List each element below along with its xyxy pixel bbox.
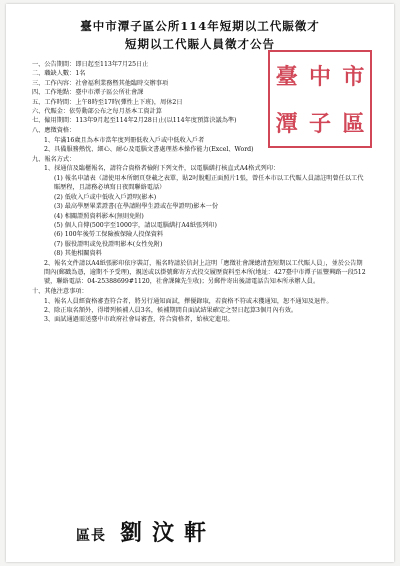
item-job-content <box>32 79 368 88</box>
seal-char: 臺 <box>275 64 298 90</box>
document-item: (2) 低收入戶或中低收入戶證明(影本) <box>54 193 157 201</box>
note-line: 3、面試通過需送臺中市政府社會局審查，符合資格者，始核定進用。 <box>44 316 234 324</box>
item-vacancies <box>32 69 368 78</box>
item-announcement-period <box>32 60 368 69</box>
signature-title: 區長 <box>76 528 106 544</box>
section-registration <box>32 155 368 164</box>
item-value: 臺中市潭子區公所社會課 <box>75 89 144 97</box>
seal-char: 子 <box>308 111 331 137</box>
section-label: 九、報名方式： <box>32 156 76 164</box>
item-value: 113年9月起至114年2月28日止(以114年度預算決議為準) <box>75 117 237 125</box>
announcement-body <box>32 60 368 325</box>
qualification-line: 2、具備服務熱忱、細心、耐心及電腦文書處理基本操作能力(Excel、Word) <box>44 146 254 154</box>
signature-block <box>76 516 326 547</box>
seal-char: 潭 <box>275 111 298 137</box>
item-employment-period <box>32 116 368 125</box>
note-line: 2、除正取名額外，得增列候補人員3名，候補期間自面試結果確定之翌日起算3個月內有效。 <box>44 307 298 315</box>
item-label: 五、工作時間： <box>32 98 76 106</box>
section-label: 十、其他注意事項： <box>32 288 88 296</box>
item-value: 社會福利業務暨其他臨時交辦事項 <box>75 79 169 87</box>
seal-char: 區 <box>342 111 365 137</box>
section-notes <box>32 287 368 296</box>
item-label: 四、工作地點： <box>32 89 76 97</box>
document-item: (7) 服役證明或免役證明影本(女性免附) <box>54 240 163 248</box>
document-item: (6) 100年後勞工保險被保險人投保資料 <box>54 231 164 239</box>
document-item: (3) 最高學歷畢業證書(在學請附學生證或在學證明)影本一份 <box>54 203 219 211</box>
seal-char: 市 <box>342 64 365 90</box>
seal-char: 中 <box>308 64 331 90</box>
section-label: 八、應徵資格： <box>32 127 76 135</box>
item-work-location <box>32 88 368 97</box>
registration-paragraph: 1、採通信及臨櫃報名，請符合資格者檢附下列文件，以電腦繕打核直式A4格式列印： <box>44 165 280 173</box>
section-qualifications <box>32 126 368 135</box>
document-item: (1) 報名申請表（請使用本所網頁登載之表單，貼2吋脫帽正面照片1張，曾任本市以工代賑人員請註明曾任以工代賑歷程，且請務必填寫日夜間聯絡電話） <box>54 174 364 192</box>
item-value: 即日起至113年7月25日止 <box>75 61 149 68</box>
registration-paragraph: 2、報名文件請以A4紙張影印依序裝訂，報名時請於信封上註明「應徵社會課總清查短期以工代賑人員」，並於公告期間內(郵戳為憑，逾期不予受理)，親送或以掛號郵寄方式投交履歷資料至本所(地址：427臺中市潭子區豐興路一段512號，聯絡電話：04-25388699#1120，社會課陳先生收)；另郵件寄出後請電話告知本所承辦人員。 <box>44 259 366 286</box>
page-subtitle: 短期以工代賑人員徵才公告 <box>125 37 275 51</box>
qualification-line: 1、年滿16歲且為本市當年度列冊低收入戶或中低收入戶者 <box>44 136 205 144</box>
document-item: (5) 個人自傳(500字至1000字，請以電腦繕打A4紙張列印) <box>54 221 217 229</box>
note-line: 1、報名人員經資格審查符合者，將另行通知面試，擇優錄取，若資格不符或未獲通知，恕不通知及退件。 <box>44 297 333 305</box>
item-value: 上午8時至17時(彈性上下班)，周休2日 <box>75 98 183 106</box>
document-item: (4) 相關證照資料影本(無則免附) <box>54 212 144 220</box>
item-value: 1名 <box>75 70 86 78</box>
item-label: 六、代賑金： <box>32 108 70 116</box>
document-item: (8) 其他相關資料 <box>54 250 102 258</box>
item-label: 三、工作內容： <box>32 79 76 87</box>
item-value: 依勞動部公布之每月基本工資計算 <box>69 108 162 116</box>
item-label: 一、公告期間： <box>32 61 76 68</box>
page-title: 臺中市潭子區公所114年短期以工代賑徵才 <box>80 19 320 33</box>
item-label: 二、職缺人數： <box>32 70 76 78</box>
announcement-page <box>6 4 394 562</box>
item-label: 七、僱用期間： <box>32 117 76 125</box>
item-wage <box>32 107 368 116</box>
signature-name: 劉汶軒 <box>120 520 217 546</box>
item-work-hours <box>32 98 368 107</box>
